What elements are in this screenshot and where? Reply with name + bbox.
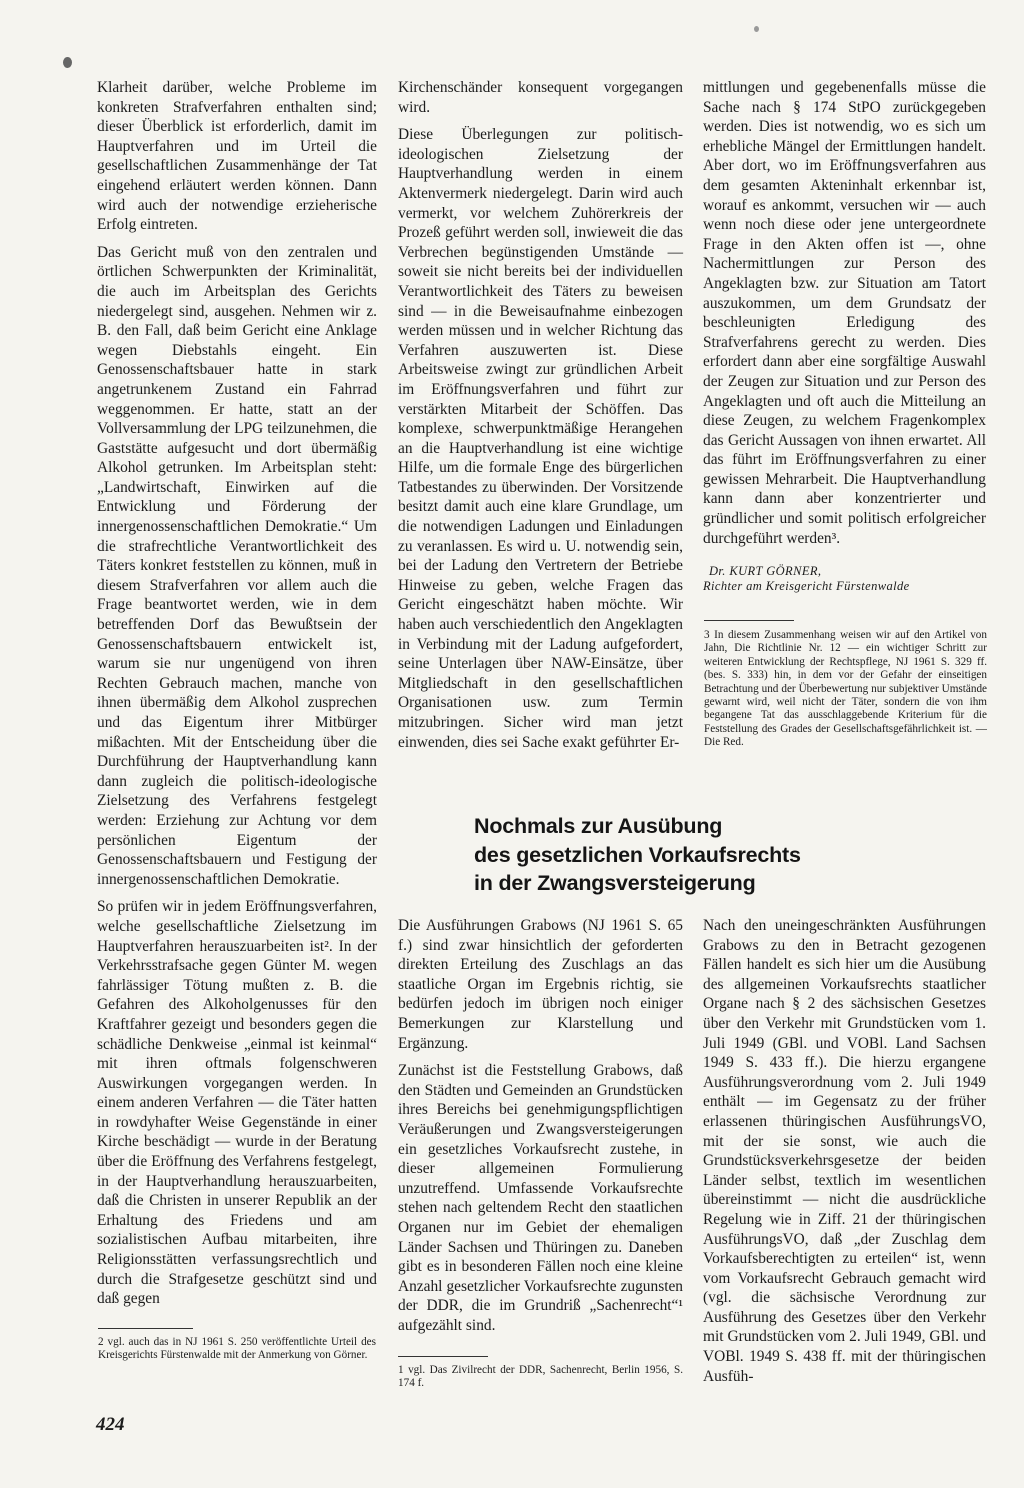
article1-column2 <box>398 78 683 760</box>
paragraph: Zunächst ist die Feststellung Grabows, daß den Städten und Gemeinden an Grundstücken ihres Bereichs bei genehmigungspflichtigen Veräußerungen und Zwangsversteigerungen ein gesetzliches Vorkaufsrecht zustehe, in dieser allgemeinen Formulierung unzutreffend. Umfassende Vorkaufsrechte stehen nach geltendem Recht den staatlichen Organen nur im Gebiet der ehemaligen Länder Sachsen und Thüringen zu. Daneben gibt es in besonderen Fällen noch eine kleine Anzahl gesetzlicher Vorkaufsrechte zugunsten der DDR, die im Grundriß „Sachenrecht“¹ aufgezählt sind. <box>398 1062 683 1334</box>
footnote-rule <box>98 1328 193 1329</box>
paragraph: So prüfen wir in jedem Eröffnungsverfahren, welche gesellschaftliche Zielsetzung im Hauptverfahren herauszuarbeiten ist². In der Verkehrsstrafsache gegen Günter M. wegen fahrlässiger Tötung mußten z. B. die Gefahren des Alkoholgenusses für den Kraftfahrer gezeigt und besonders gegen die schädliche Denkweise „einmal ist keinmal“ mit ihren oftmals folgenschweren Auswirkungen vorgegangen werden. In einem anderen Verfahren — die Täter hatten in rowdyhafter Weise Gegenstände in einer Kirche beschädigt — wurde in der Beratung über die Eröffnung des Verfahrens festgelegt, in der Hauptverhandlung herauszuarbeiten, daß die Christen in unserer Republik an der Erhaltung des Friedens und am sozialistischen Aufbau mitarbeiten, ihre Religionsstätten verfassungsrechtlich und durch die Strafgesetze geschützt sind und daß gegen <box>97 898 377 1308</box>
title-line: des gesetzlichen Vorkaufsrechts <box>474 842 801 867</box>
footnote-2 <box>98 1336 376 1363</box>
article2-column1 <box>398 916 683 1343</box>
paragraph: Das Gericht muß von den zentralen und örtlichen Schwerpunkten der Kriminalität, die auch im Arbeitsplan des Gerichts niedergelegt sind, ausgehen. Nehmen wir z. B. den Fall, daß beim Gericht eine Anklage wegen Diebstahls eingeht. Ein Genossenschaftsbauer hatte in stark angetrunkenem Zustand ein Fahrrad weggenommen. Er hatte, statt an der Vollversammlung der LPG teilzunehmen, die Gaststätte aufgesucht und dort übermäßig Alkohol getrunken. Im Arbeitsplan steht: „Landwirtschaft, Einwirken auf die Entwicklung und Förderung der innergenossenschaftlichen Demokratie.“ Um die strafrechtliche Verantwortlichkeit des Täters konkret feststellen zu können, muß in diesem Strafverfahren vor allem auch die Frage beantwortet werden, wie in dem betreffenden Dorf das Bewußtsein der Genossenschaftsbauern entwickelt ist, warum sie nur ungenügend von ihren Rechten Gebrauch machen, manche von ihnen übermäßig dem Alkohol zusprechen und das Eigentum ihrer Mitbürger mißachten. Mit der Entscheidung über die Durchführung der Hauptverhandlung kann dann zugleich die politisch-ideologische Zielsetzung des Verfahrens festgelegt werden: Erziehung zur Achtung vor dem persönlichen Eigentum der Genossenschaftsbauern und Festigung der innergenossenschaftlichen Demokratie. <box>97 243 377 888</box>
scan-speck <box>754 26 759 32</box>
footnote-1 <box>398 1364 683 1391</box>
paragraph: Nach den uneingeschränkten Ausführungen Grabows zu den in Betracht gezogenen Fällen handelt es sich hier um die Ausübung des allgemeinen Vorkaufsrechts staatlicher Organe nach § 2 des sächsischen Gesetzes über den Verkehr mit Grundstücken vom 1. Juli 1949 (GBl. und VOBl. Land Sachsen 1949 S. 433 ff.). Die hierzu ergangene Ausführungsverordnung vom 2. Juli 1949 enthält — im Gegensatz zu der früher erlassenen thüringischen AusführungsVO, mit der sie sonst, wie auch die Grundstücksverkehrsgesetze der beiden Länder selbst, textlich im wesentlichen übereinstimmt — nicht die ausdrückliche Regelung wie in Ziff. 21 der thüringischen AusführungsVO, daß „der Zuschlag dem Vorkaufsberechtigten zu erteilen“ ist, wenn vom Vorkaufsrecht Gebrauch gemacht wird (vgl. die sächsische Verordnung zur Ausführung des Gesetzes über den Verkehr mit Grundstücken vom 2. Juli 1949, GBl. und VOBl. 1949 S. 438 ff. mit der thüringischen Ausfüh- <box>703 917 986 1385</box>
paragraph: Diese Überlegungen zur politisch-ideologischen Zielsetzung der Hauptverhandlung werden in einem Aktenvermerk niedergelegt. Darin wird auch vermerkt, vor welchem Zuhörerkreis der Prozeß geführt werden soll, inwieweit die das Verbrechen begünstigenden Umstände — soweit sie nicht bereits bei der individuellen Verantwortlichkeit des Täters zu beweisen sind — in die Beweisaufnahme einbezogen werden müssen und in welcher Richtung das Verfahren auszuwerten ist. Diese Arbeitsweise zwingt zur gründlichen Arbeit im Eröffnungsverfahren und führt zur verstärkten Mitarbeit der Schöffen. Das komplexe, schwerpunktmäßige Herangehen an die Hauptverhandlung ist eine wichtige Hilfe, um die formale Enge des bürgerlichen Tatbestandes zu überwinden. Der Vorsitzende besitzt damit auch eine klare Grundlage, um die notwendigen Ladungen und Einladungen zu veranlassen. Es wird u. U. notwendig sein, bei der Ladung den Vertretern der Betriebe Hinweise zu geben, welche Fragen das Gericht eingeschätzt haben möchte. Wir haben auch verschiedentlich den Angeklagten in Verbindung mit der Ladung aufgefordert, seine Unterlagen über NAW-Einsätze, über Mitgliedschaft in den gesellschaftlichen Organisationen usw. zum Termin mitzubringen. Sicher wird man jetzt einwenden, dies sei Sache exakt geführter Er- <box>398 126 683 751</box>
title-line: in der Zwangsversteigerung <box>474 871 756 895</box>
footnote-rule <box>398 1356 488 1357</box>
page-number: 424 <box>96 1414 125 1435</box>
footnote-text: 1 vgl. Das Zivilrecht der DDR, Sachenrecht, Berlin 1956, S. 174 f. <box>398 1364 683 1390</box>
paragraph: Die Ausführungen Grabows (NJ 1961 S. 65 f.) sind zwar hinsichtlich der geforderten direkten Erteilung des Zuschlags an das staatliche Organ im Ergebnis richtig, sie bedürfen jedoch im übrigen noch einiger Bemerkungen zur Klarstellung und Ergänzung. <box>398 917 683 1052</box>
footnote-text: 3 In diesem Zusammenhang weisen wir auf den Artikel von Jahn, Die Richtlinie Nr. 12 — ein wichtiger Schritt zur weiteren Entwicklung der Rechtspflege, NJ 1961 S. 329 ff. (bes. S. 333) hin, in dem vor der Gefahr der einseitigen Betrachtung und der Überbewertung nur subjektiver Umstände gewarnt wird, weil nicht der Täter, sondern die von ihm begangene Tat das ausschlaggebende Kriterium für die Feststellung des Grades der Gesellschaftsgefährlichkeit ist. — Die Red. <box>704 629 987 749</box>
author-signature <box>703 564 986 594</box>
author-role: Richter am Kreisgericht Fürstenwalde <box>703 579 910 594</box>
article1-column1 <box>97 78 377 1317</box>
article2-title <box>474 812 834 898</box>
paragraph: Kirchenschänder konsequent vorgegangen wird. <box>398 79 683 116</box>
title-line: Nochmals zur Ausübung <box>474 814 723 838</box>
footnote-rule <box>704 620 794 621</box>
article1-column3 <box>703 78 986 594</box>
paragraph: mittlungen und gegebenenfalls müsse die Sache nach § 174 StPO zurückgegeben werden. Dies ist notwendig, wo es sich um erhebliche Mängel der Ermittlungen handelt. Aber dort, wo im Eröffnungsverfahren aus dem gesamten Akteninhalt erkennbar ist, worauf es ankommt, versuchen wir — auch wenn noch diese oder jene untergeordnete Frage in den Akten offen ist —, ohne Nachermittlungen zur Person des Angeklagten bzw. zur Situation am Tatort auszukommen, um dem Grundsatz der beschleunigten Erledigung des Strafverfahrens gerecht zu werden. Dies erfordert dann aber eine sorgfältige Auswahl der Zeugen zur Situation und zur Person des Angeklagten und oft auch die Mitteilung an diese Zeugen, zu welchem Fragenkomplex das Gericht Aussagen von ihnen erwartet. All das führt im Eröffnungsverfahren zu einer gewissen Mehrarbeit. Die Hauptverhandlung kann dann aber konzentrierter und gründlicher und somit politisch erfolgreicher durchgeführt werden³. <box>703 79 986 547</box>
article2-column2 <box>703 916 986 1394</box>
paragraph: Klarheit darüber, welche Probleme im konkreten Strafverfahren enthalten sind; dieser Überblick ist erforderlich, damit im Hauptverfahren und im Urteil die gesellschaftlichen Zusammenhänge der Tat eingehend erläutert werden können. Dann wird auch der notwendige erzieherische Erfolg eintreten. <box>97 79 377 234</box>
footnote-3 <box>704 629 987 750</box>
author-name: Dr. KURT GÖRNER, <box>709 564 822 579</box>
scan-speck <box>63 57 72 68</box>
footnote-text: 2 vgl. auch das in NJ 1961 S. 250 veröffentlichte Urteil des Kreisgerichts Fürstenwalde mit der Anmerkung von Görner. <box>98 1336 376 1362</box>
